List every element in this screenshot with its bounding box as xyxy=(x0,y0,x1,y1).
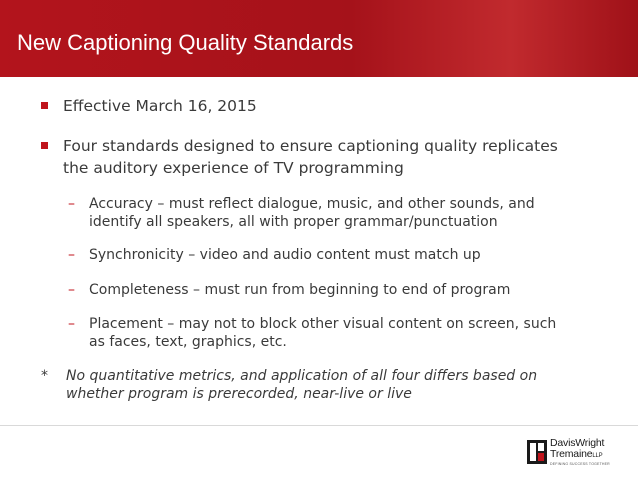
sub-bullet-text: Completeness – must run from beginning to end of program xyxy=(89,282,511,298)
sub-bullet-text: as faces, text, graphics, etc. xyxy=(89,334,287,350)
logo-tagline: DEFINING SUCCESS TOGETHER xyxy=(550,462,610,466)
sub-bullet-text: Synchronicity – video and audio content must match up xyxy=(89,247,481,263)
bullet-text: Effective March 16, 2015 xyxy=(63,97,257,115)
bullet-square-icon xyxy=(41,142,48,149)
logo-suffix: LLP xyxy=(592,453,603,459)
slide-title: New Captioning Quality Standards xyxy=(17,30,354,55)
sub-bullet-text: Accuracy – must reflect dialogue, music, and other sounds, and xyxy=(89,196,535,212)
dash-marker: – xyxy=(68,247,75,263)
footer-divider xyxy=(0,425,638,426)
note-text: whether program is prerecorded, near-live or live xyxy=(66,386,412,402)
dash-marker: – xyxy=(68,282,75,298)
sub-bullet-text: Placement – may not to block other visual content on screen, such xyxy=(89,316,557,332)
logo-line-2-row xyxy=(550,449,604,462)
bullet-text: the auditory experience of TV programming xyxy=(63,159,404,177)
bullet-text: Four standards designed to ensure captioning quality replicates xyxy=(63,137,558,155)
note-text: No quantitative metrics, and application of all four differs based on xyxy=(66,368,538,384)
logo-line-1: DavisWright xyxy=(550,437,605,449)
dash-marker: – xyxy=(68,196,75,212)
logo-wordmark xyxy=(550,438,604,462)
logo-line-2: Tremaine xyxy=(550,448,593,460)
sub-bullet-text: identify all speakers, all with proper grammar/punctuation xyxy=(89,214,498,230)
company-logo xyxy=(527,438,627,470)
logo-mark-icon xyxy=(527,440,547,464)
dash-marker: – xyxy=(68,316,75,332)
note-asterisk: * xyxy=(41,368,48,384)
bullet-square-icon xyxy=(41,102,48,109)
